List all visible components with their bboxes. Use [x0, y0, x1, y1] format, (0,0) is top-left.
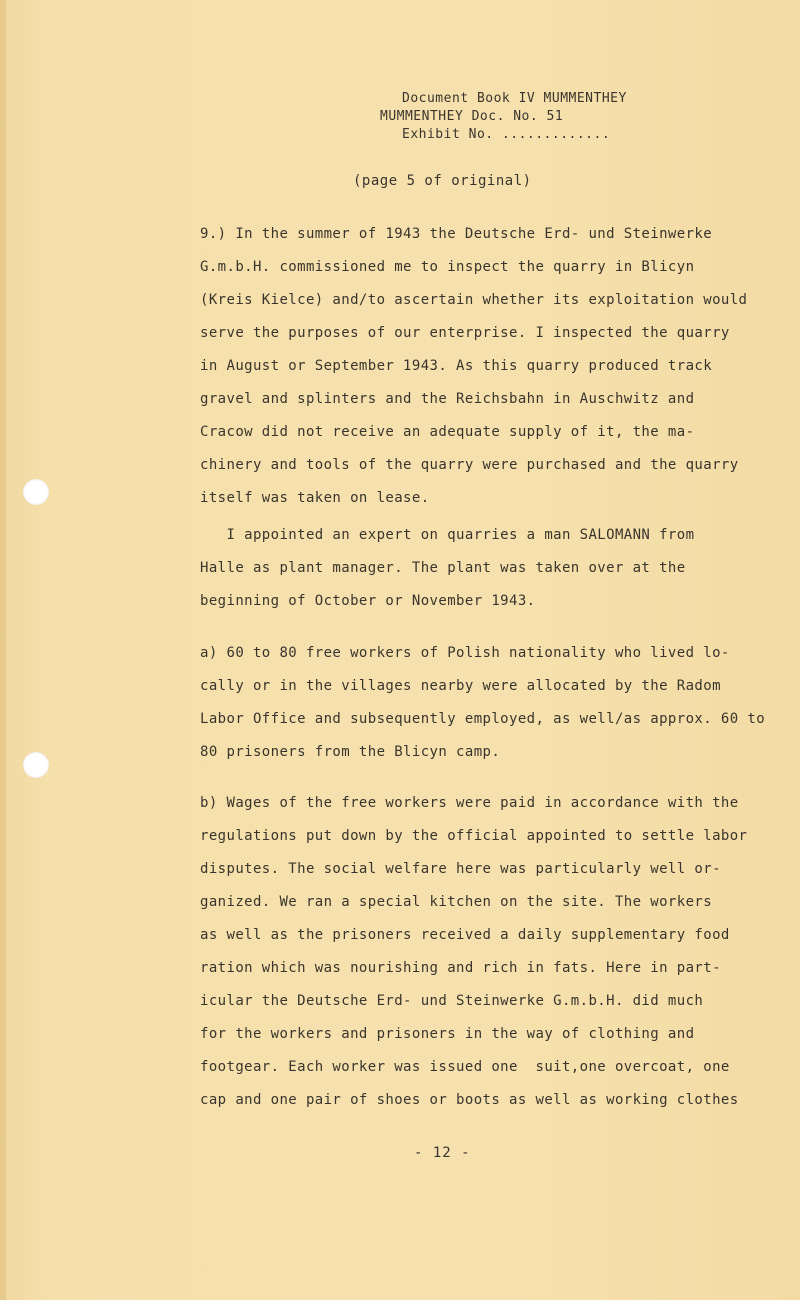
paragraph-a — [200, 645, 766, 777]
text-line: serve the purposes of our enterprise. I inspected the quarry — [200, 325, 730, 341]
paragraph-b — [200, 795, 748, 1125]
text-line: ganized. We ran a special kitchen on the site. The workers — [200, 894, 713, 910]
page-edge — [0, 0, 6, 1300]
document-header — [380, 90, 627, 144]
text-line: Cracow did not receive an adequate supply of it, the ma- — [200, 424, 695, 440]
paragraph-plant-manager — [200, 527, 720, 626]
text-line: (Kreis Kielce) and/to ascertain whether its exploitation would — [200, 292, 748, 308]
text-line: 9.) In the summer of 1943 the Deutsche Erd- und Steinwerke — [200, 226, 713, 242]
text-line: b) Wages of the free workers were paid in accordance with the — [200, 795, 739, 811]
text-line: icular the Deutsche Erd- und Steinwerke G.m.b.H. did much — [200, 993, 704, 1009]
text-line: beginning of October or November 1943. — [200, 593, 536, 609]
text-line: as well as the prisoners received a daily supplementary food — [200, 927, 730, 943]
punch-hole-top — [23, 479, 49, 505]
text-line: 80 prisoners from the Blicyn camp. — [200, 744, 501, 760]
text-line: chinery and tools of the quarry were purchased and the quarry — [200, 457, 739, 473]
text-line: disputes. The social welfare here was particularly well or- — [200, 861, 721, 877]
text-line: G.m.b.H. commissioned me to inspect the quarry in Blicyn — [200, 259, 695, 275]
punch-hole-bottom — [23, 752, 49, 778]
text-line: cap and one pair of shoes or boots as well as working clothes — [200, 1092, 739, 1108]
text-line: cally or in the villages nearby were allocated by the Radom — [200, 678, 721, 694]
doc-number-line: MUMMENTHEY Doc. No. 51 — [380, 109, 564, 124]
paragraph-9 — [200, 226, 748, 523]
text-line: I appointed an expert on quarries a man SALOMANN from — [200, 527, 695, 543]
page-number: - 12 - — [414, 1145, 471, 1161]
text-line: for the workers and prisoners in the way of clothing and — [200, 1026, 695, 1042]
text-line: itself was taken on lease. — [200, 490, 430, 506]
document-book-line: Document Book IV MUMMENTHEY — [402, 91, 627, 106]
text-line: ration which was nourishing and rich in fats. Here in part- — [200, 960, 721, 976]
text-line: Labor Office and subsequently employed, as well/as approx. 60 to — [200, 711, 766, 727]
text-line: regulations put down by the official appointed to settle labor — [200, 828, 748, 844]
text-line: Halle as plant manager. The plant was taken over at the — [200, 560, 686, 576]
text-line: a) 60 to 80 free workers of Polish nationality who lived lo- — [200, 645, 730, 661]
exhibit-number-line: Exhibit No. ............. — [402, 127, 611, 142]
text-line: footgear. Each worker was issued one suit,one overcoat, one — [200, 1059, 730, 1075]
text-line: gravel and splinters and the Reichsbahn in Auschwitz and — [200, 391, 695, 407]
page-reference: (page 5 of original) — [353, 173, 532, 189]
text-line: in August or September 1943. As this quarry produced track — [200, 358, 713, 374]
